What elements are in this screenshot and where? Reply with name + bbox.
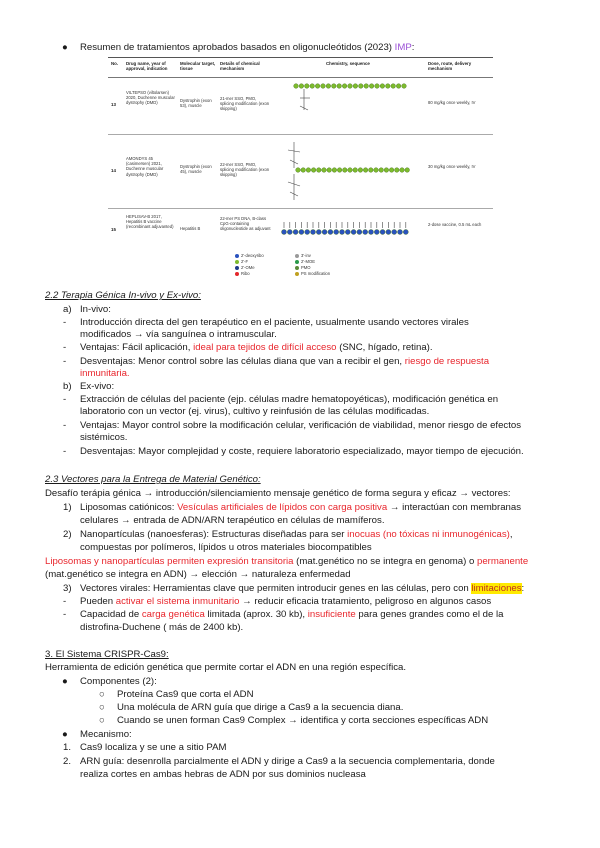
nucleotide-bead: [369, 230, 374, 235]
list-num-1: 1): [63, 502, 72, 513]
nucleotide-bead: [398, 230, 403, 235]
nucleotide-bead: [345, 230, 350, 235]
mecanismo-step-2-cont: realiza cortes en ambas hebras de ADN por sus dominios nucleasa: [80, 769, 366, 780]
nucleotide-bead: [337, 168, 342, 173]
nucleotide-bead: [340, 230, 345, 235]
ex-vivo-disadvantages: Desventajas: Mayor complejidad y coste, requiere laboratorio especializado, mayor tiempo de ejecución.: [80, 446, 524, 457]
section-2-3-intro: Desafío terápia génica → introducción/silenciamiento mensaje genético de forma segura y eficaz → vectores:: [45, 488, 511, 499]
nucleotide-bead: [374, 168, 379, 173]
ex-vivo-desc-2: laboratorio con un vector (ej. virus), cultivo y reinfusión de las células modificadas.: [80, 406, 430, 417]
row-dose: 80 mg/kg once weekly, IV: [428, 100, 476, 105]
row-drug: AMONDYS 45 (casimersen) 2021, Duchenne muscular dystrophy (DMD): [126, 156, 164, 177]
chemistry-diagram-casimersen: [276, 138, 426, 208]
componente-1: Proteína Cas9 que corta el ADN: [117, 689, 254, 700]
row-dose: 2-dose vaccine, 0.5 mL each: [428, 222, 482, 227]
in-vivo-disadvantages-cont: inmunitaria.: [80, 368, 130, 379]
nucleotide-bead: [374, 230, 379, 235]
mecanismo-heading: Mecanismo:: [80, 729, 132, 740]
nucleotide-bead: [358, 168, 363, 173]
section-3-intro: Herramienta de edición genética que permite cortar el ADN en una región específica.: [45, 662, 407, 673]
step-num-2: 2.: [63, 756, 72, 767]
chemistry-diagram-viltolarsen: [276, 80, 426, 130]
bullet-dot: ●: [62, 676, 68, 687]
nucleotide-bead: [316, 230, 321, 235]
row-drug: HEPLISAV-B 2017, Hepatitis B vaccine (recombinant adjuvanted): [126, 214, 174, 230]
nucleotide-bead: [395, 168, 400, 173]
nucleotide-bead: [311, 168, 316, 173]
nucleotide-bead: [334, 230, 339, 235]
nucleotide-bead: [282, 230, 287, 235]
row-drug: VILTEPSO (viltolarsen) 2020, Duchenne muscular dystrophy (DMD): [126, 90, 175, 106]
viral-limit-2: Capacidad de carga genética limitada (aprox. 30 kb), insuficiente para genes grandes como el de la: [80, 609, 504, 620]
in-vivo-heading: In-vivo:: [80, 304, 111, 315]
nucleotide-bead: [351, 230, 356, 235]
section-3-title: 3. El Sistema CRISPR-Cas9:: [45, 649, 169, 660]
in-vivo-desc-1: Introducción directa del gen terapéutico en el paciente, usualmente usando vectores virales: [80, 317, 469, 328]
nanoparticulas-text-cont: compuestas por polímeros, lípidos u otros materiales biocompatibles: [80, 542, 372, 553]
nucleotide-bead: [294, 84, 299, 89]
nucleotide-bead: [299, 230, 304, 235]
nucleotide-bead: [293, 230, 298, 235]
nucleotide-bead: [305, 84, 310, 89]
nucleotide-bead: [311, 230, 316, 235]
in-vivo-advantages: Ventajas: Fácil aplicación, ideal para tejidos de difícil acceso (SNC, hígado, retina).: [80, 342, 433, 353]
section-2-3-title: 2.3 Vectores para la Entrega de Material Genético:: [45, 474, 261, 485]
nucleotide-bead: [402, 84, 407, 89]
mecanismo-step-2: ARN guía: desenrolla parcialmente el ADN y dirige a Cas9 a la secuencia complementaria, donde: [80, 756, 495, 767]
circle-bullet: ○: [99, 689, 105, 700]
dash: -: [63, 609, 67, 620]
nucleotide-bead: [353, 168, 358, 173]
chemistry-legend: [235, 253, 385, 283]
row-number: 13: [111, 102, 116, 107]
in-vivo-disadvantages: Desventajas: Menor control sobre las células diana que van a recibir el gen, riesgo de respuesta: [80, 356, 490, 367]
legend-item: 2'-OMe: [235, 265, 255, 270]
row-target: Dystrophin (exon 45), muscle: [180, 164, 212, 175]
nucleotide-bead: [363, 230, 368, 235]
nucleotide-bead: [321, 84, 326, 89]
legend-item: PMO: [295, 265, 311, 270]
nucleotide-bead: [305, 230, 310, 235]
nucleotide-bead: [380, 230, 385, 235]
nucleotide-bead: [348, 84, 353, 89]
nucleotide-bead: [332, 84, 337, 89]
nucleotide-bead: [317, 168, 322, 173]
table-header-target: Molecular target, tissue: [180, 61, 216, 71]
legend-item: 2'-MOE: [295, 259, 315, 264]
row-details: 22-mer SSO, PMO, splicing modification (exon skipping): [220, 162, 270, 178]
step-num-1: 1.: [63, 742, 72, 753]
nucleotide-bead: [380, 84, 385, 89]
table-header-no: No.: [111, 61, 119, 66]
nucleotide-bead: [342, 84, 347, 89]
table-header-details: Details of chemical mechanism: [220, 61, 260, 71]
nucleotide-bead: [396, 84, 401, 89]
row-rule: [108, 208, 493, 209]
row-target: Hepatitis B: [180, 226, 201, 231]
circle-bullet: ○: [99, 715, 105, 726]
nucleotide-bead: [348, 168, 353, 173]
ex-vivo-advantages-2: sistémicos.: [80, 432, 128, 443]
expression-note-cont: (mat.genético se integra en ADN) → elección → naturaleza enfermedad: [45, 569, 351, 580]
nucleotide-bead: [287, 230, 292, 235]
limitaciones-highlight: limitaciones: [471, 583, 522, 594]
nucleotide-bead: [343, 168, 348, 173]
legend-item: PS modification: [295, 271, 330, 276]
table-header-drug: Drug name, year of approval, indication: [126, 61, 168, 71]
nucleotide-bead: [299, 84, 304, 89]
nucleotide-bead: [337, 84, 342, 89]
dash: -: [63, 446, 67, 457]
nucleotide-bead: [296, 168, 301, 173]
viral-limit-1: Pueden activar el sistema inmunitario → reducir eficacia tratamiento, peligroso en algunos casos: [80, 596, 492, 607]
in-vivo-desc-2: modificados → vía sanguínea o intramuscular.: [80, 329, 277, 340]
nucleotide-bead: [327, 168, 332, 173]
row-details: 21-mer SSO, PMO, splicing modification (exon skipping): [220, 96, 270, 112]
oligonucleotide-table-figure: [108, 57, 493, 283]
legend-item: Ribo: [235, 271, 250, 276]
row-number: 15: [111, 227, 116, 232]
nucleotide-bead: [363, 168, 368, 173]
list-num-2: 2): [63, 529, 72, 540]
mecanismo-step-1: Cas9 localiza y se une a sitio PAM: [80, 742, 227, 753]
legend-item: 2'-F: [235, 259, 248, 264]
nucleotide-bead: [386, 84, 391, 89]
nucleotide-bead: [369, 168, 374, 173]
row-target: Dystrophin (exon 53), muscle: [180, 98, 212, 109]
dash: -: [63, 596, 67, 607]
ex-vivo-heading: Ex-vivo:: [80, 381, 115, 392]
circle-bullet: ○: [99, 702, 105, 713]
nucleotide-bead: [400, 168, 405, 173]
header-rule: [108, 77, 493, 78]
componentes-heading: Componentes (2):: [80, 676, 157, 687]
nucleotide-bead: [332, 168, 337, 173]
nucleotide-bead: [379, 168, 384, 173]
viral-limit-2-cont: distrofina-Duchene ( más de 2400 kb).: [80, 622, 244, 633]
nucleotide-bead: [301, 168, 306, 173]
nucleotide-bead: [326, 84, 331, 89]
nucleotide-bead: [315, 84, 320, 89]
nucleotide-bead: [322, 230, 327, 235]
nucleotide-bead: [375, 84, 380, 89]
list-num-3: 3): [63, 583, 72, 594]
legend-item: 3'-inv: [295, 253, 311, 258]
ex-vivo-desc-1: Extracción de células del paciente (ejp. células madre hematopoyéticas), modificación genética en: [80, 394, 499, 405]
nucleotide-bead: [359, 84, 364, 89]
nucleotide-bead: [357, 230, 362, 235]
nucleotide-bead: [322, 168, 327, 173]
componente-3: Cuando se unen forman Cas9 Complex → identifica y corta secciones específicas ADN: [117, 715, 489, 726]
vectores-virales-text: Vectores virales: Herramientas clave que permiten introducir genes en las células, pero con limitaciones:: [80, 583, 525, 594]
row-number: 14: [111, 168, 116, 173]
table-header-dose: Dose, route, delivery mechanism: [428, 61, 472, 71]
row-dose: 30 mg/kg once weekly, IV: [428, 164, 476, 169]
nucleotide-bead: [364, 84, 369, 89]
list-label-a: a): [63, 304, 72, 315]
top-bullet-text: Resumen de tratamientos aprobados basados en oligonucleótidos (2023) IMP:: [80, 42, 415, 53]
dash: -: [63, 317, 67, 328]
nucleotide-bead: [405, 168, 410, 173]
dash: -: [63, 420, 67, 431]
drug-table: [108, 57, 493, 248]
nucleotide-bead: [386, 230, 391, 235]
chemistry-diagram-heplisav: [276, 216, 426, 246]
nucleotide-bead: [310, 84, 315, 89]
nucleotide-bead: [389, 168, 394, 173]
nucleotide-bead: [384, 168, 389, 173]
nucleotide-bead: [328, 230, 333, 235]
expression-note: Liposomas y nanopartículas permiten expresión transitoria (mat.genético no se integra en genoma) o permanente: [45, 556, 529, 567]
nucleotide-bead: [392, 230, 397, 235]
nucleotide-bead: [391, 84, 396, 89]
dash: -: [63, 394, 67, 405]
row-details: 22-mer PS DNA, B-class CpG-containing oligonucleotide as adjuvant: [220, 216, 271, 232]
liposomas-text: Liposomas catiónicos: Vesículas artificiales de lípidos con carga positiva → interactúan con membranas: [80, 502, 522, 513]
liposomas-text-cont: celulares → entrada de ADN/ARN terapéutico en células de mamíferos.: [80, 515, 385, 526]
bullet-dot: ●: [62, 729, 68, 740]
ex-vivo-advantages-1: Ventajas: Mayor control sobre la modificación celular, verificación de viabilidad, menor riesgo de efectos: [80, 420, 522, 431]
nucleotide-bead: [306, 168, 311, 173]
dash: -: [63, 342, 67, 353]
list-label-b: b): [63, 381, 72, 392]
legend-item: 2'-deoxyribo: [235, 253, 264, 258]
table-header-chemistry: Chemistry, sequence: [326, 61, 370, 66]
imp-link[interactable]: IMP: [394, 42, 412, 53]
nanoparticulas-text: Nanopartículas (nanoesferas): Estructuras diseñadas para ser inocuas (no tóxicas ni inmunogénicas),: [80, 529, 513, 540]
nucleotide-bead: [403, 230, 408, 235]
dash: -: [63, 356, 67, 367]
nucleotide-bead: [369, 84, 374, 89]
nucleotide-bead: [353, 84, 358, 89]
bullet-dot: ●: [62, 42, 68, 53]
section-2-2-title: 2.2 Terapia Génica In-vivo y Ex-vivo:: [45, 290, 201, 301]
componente-2: Una molécula de ARN guía que dirige a Cas9 a la secuencia diana.: [117, 702, 404, 713]
row-rule: [108, 134, 493, 135]
